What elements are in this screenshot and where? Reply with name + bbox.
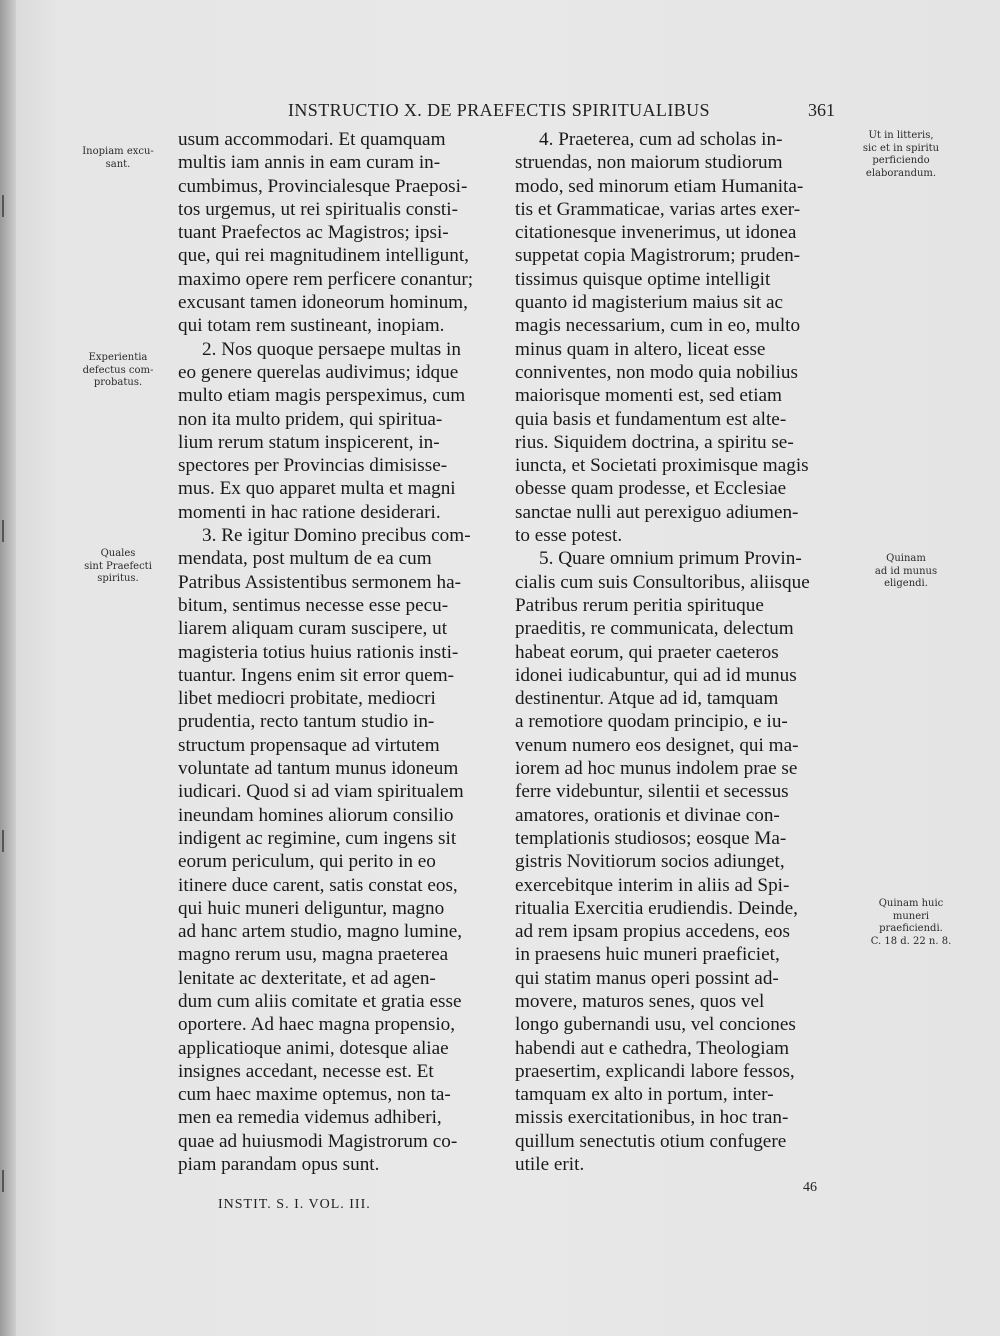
text-line: tuantur. Ingens enim sit error quem- bbox=[178, 664, 455, 686]
text-line: multo etiam magis perspeximus, cum bbox=[178, 385, 466, 407]
text-line: tissimus quisque optime intelligit bbox=[515, 268, 771, 290]
text-line: maiorisque momenti est, sed etiam bbox=[515, 385, 782, 407]
text-line: magno rerum usu, magna praeterea bbox=[178, 944, 449, 966]
text-line: conniventes, non modo quia nobilius bbox=[515, 361, 798, 383]
margin-note-left bbox=[66, 352, 170, 390]
text-line: struendas, non maiorum studiorum bbox=[515, 152, 783, 174]
text-line: obesse quam prodesse, et Ecclesiae bbox=[515, 478, 787, 500]
text-line: qui totam rem sustineant, inopiam. bbox=[178, 315, 445, 337]
text-line: ferre videbuntur, silentii et secessus bbox=[515, 781, 789, 803]
margin-note-right bbox=[848, 130, 954, 180]
text-line: quae ad huiusmodi Magistrorum co- bbox=[178, 1130, 458, 1152]
margin-note-right bbox=[852, 898, 970, 948]
margin-note-line: Experientia bbox=[88, 352, 148, 363]
text-line: 5. Quare omnium primum Provin- bbox=[539, 548, 802, 570]
margin-note-line: perficiendo bbox=[872, 155, 930, 166]
text-line: prudentia, recto tantum studio in- bbox=[178, 711, 435, 733]
text-line: quillum senectutis otium confugere bbox=[515, 1130, 787, 1152]
running-title: INSTRUCTIO X. DE PRAEFECTIS SPIRITUALIBUS bbox=[288, 100, 710, 120]
text-line: modo, sed minorum etiam Humanita- bbox=[515, 175, 804, 197]
text-line: liarem aliquam curam suscipere, ut bbox=[178, 618, 448, 640]
text-line: praeditis, re communicata, delectum bbox=[515, 618, 794, 640]
text-line: sanctae nulli aut perexiguo adiumen- bbox=[515, 501, 799, 523]
text-line: piam parandam opus sunt. bbox=[178, 1154, 380, 1176]
text-line: missis exercitationibus, in hoc tran- bbox=[515, 1107, 789, 1129]
text-line: 4. Praeterea, cum ad scholas in- bbox=[539, 129, 783, 150]
text-line: que, qui rei magnitudinem intelligunt, bbox=[178, 245, 469, 267]
margin-note-line: ad id munus bbox=[874, 565, 938, 577]
margin-note-line: muneri bbox=[892, 910, 930, 922]
margin-note-line: Quinam huic bbox=[878, 898, 944, 909]
text-line: tis et Grammaticae, varias artes exer- bbox=[515, 198, 801, 220]
text-line: men ea remedia videmus adhiberi, bbox=[178, 1107, 442, 1129]
text-line: momenti in hac ratione desiderari. bbox=[178, 501, 441, 523]
text-line: applicatioque animi, dotesque aliae bbox=[178, 1037, 449, 1059]
margin-note-left bbox=[66, 548, 170, 586]
text-line: insignes accedant, necesse est. Et bbox=[178, 1060, 434, 1082]
text-line: minus quam in altero, liceat esse bbox=[515, 338, 766, 360]
text-line: eorum periculum, qui perito in eo bbox=[178, 851, 436, 873]
text-line: habendi aut e cathedra, Theologiam bbox=[515, 1037, 790, 1059]
text-line: indigent ac regimine, cum ingens sit bbox=[178, 827, 457, 849]
text-line: iudicari. Quod si ad viam spiritualem bbox=[178, 781, 464, 803]
text-line: longo gubernandi usu, vel conciones bbox=[515, 1014, 796, 1036]
text-line: spectores per Provincias dimisisse- bbox=[178, 455, 448, 477]
text-line: qui statim manus operi possint ad- bbox=[515, 967, 779, 989]
text-line: quanto id magisterium maius sit ac bbox=[515, 292, 784, 314]
text-line: citationesque invenerimus, ut idonea bbox=[515, 222, 797, 244]
text-line: mus. Ex quo apparet multa et magni bbox=[178, 478, 456, 500]
text-line: ad rem ipsam propius accedens, eos bbox=[515, 921, 790, 943]
text-line: ritualia Exercitia erudiendis. Deinde, bbox=[515, 897, 798, 919]
text-line: itinere duce carent, satis constat eos, bbox=[178, 874, 458, 896]
text-line: eo genere querelas audivimus; idque bbox=[178, 361, 459, 383]
margin-note-line: Inopiam excu- bbox=[82, 146, 154, 157]
text-line: suppetat copia Magistrorum; pruden- bbox=[515, 245, 801, 267]
text-line: Patribus rerum peritia spirituque bbox=[515, 594, 764, 616]
text-line: usum accommodari. Et quamquam bbox=[178, 129, 446, 150]
text-line: magisteria totius huius rationis insti- bbox=[178, 641, 459, 663]
signature-mark: INSTIT. S. I. VOL. III. bbox=[218, 1197, 371, 1212]
text-line: tuant Praefectos ac Magistros; ipsi- bbox=[178, 222, 449, 244]
text-line: a remotiore quodam principio, e iu- bbox=[515, 711, 788, 733]
text-line: praesertim, explicandi labore fessos, bbox=[515, 1060, 795, 1082]
margin-note-line: elaborandum. bbox=[865, 167, 937, 179]
text-line: tamquam ex alto in portum, inter- bbox=[515, 1084, 774, 1106]
text-line: non ita multo pridem, qui spiritua- bbox=[178, 408, 443, 430]
margin-note-line: spiritus. bbox=[97, 573, 139, 584]
text-line: habeat eorum, qui praeter caeteros bbox=[515, 641, 779, 663]
margin-note-line: probatus. bbox=[93, 377, 143, 388]
text-line: excusant tamen idoneorum hominum, bbox=[178, 292, 468, 314]
text-line: cum haec maxime optemus, non ta- bbox=[178, 1084, 451, 1106]
margin-note-line: sant. bbox=[105, 158, 131, 170]
text-line: 3. Re igitur Domino precibus com- bbox=[202, 525, 471, 547]
text-line: venum numero eos designet, qui ma- bbox=[515, 734, 799, 756]
margin-note-line: Ut in litteris, bbox=[868, 130, 934, 141]
text-line: exercebitque interim in aliis ad Spi- bbox=[515, 874, 790, 896]
text-line: iuncta, et Societati proximisque magis bbox=[515, 455, 809, 477]
text-line: multis iam annis in eam curam in- bbox=[178, 152, 441, 174]
text-line: to esse potest. bbox=[515, 525, 623, 547]
text-line: maximo opere rem perficere conantur; bbox=[178, 268, 474, 290]
margin-note-left bbox=[62, 146, 174, 171]
text-line: voluntate ad tantum munus idoneum bbox=[178, 758, 459, 780]
text-line: lenitate ac dexteritate, et ad agen- bbox=[178, 967, 436, 989]
text-column-right bbox=[515, 128, 855, 1176]
text-line: magis necessarium, cum in eo, multo bbox=[515, 315, 801, 337]
text-line: rius. Siquidem doctrina, a spiritu se- bbox=[515, 431, 794, 453]
text-line: templationis studiosos; eosque Ma- bbox=[515, 827, 787, 849]
text-line: libet mediocri probitate, mediocri bbox=[178, 688, 436, 710]
margin-note-line: praeficiendi. bbox=[879, 923, 943, 934]
text-line: utile erit. bbox=[515, 1154, 585, 1176]
text-line: Patribus Assistentibus sermonem ha- bbox=[178, 571, 461, 593]
margin-note-line: sint Praefecti bbox=[84, 560, 152, 572]
text-line: ineundam homines aliorum consilio bbox=[178, 804, 454, 826]
margin-note-line: defectus com- bbox=[82, 364, 154, 376]
text-line: movere, maturos senes, quos vel bbox=[515, 990, 765, 1012]
text-line: oportere. Ad haec magna propensio, bbox=[178, 1014, 456, 1036]
text-line: destinentur. Atque ad id, tamquam bbox=[515, 688, 779, 710]
text-line: gistris Novitiorum socios adiunget, bbox=[515, 851, 785, 873]
text-line: iorem ad hoc munus indolem prae se bbox=[515, 758, 798, 780]
text-line: cumbimus, Provincialesque Praeposi- bbox=[178, 175, 468, 197]
text-line: qui huic muneri deliguntur, magno bbox=[178, 897, 445, 919]
text-line: mendata, post multum de ea cum bbox=[178, 548, 432, 570]
text-line: idonei iudicabuntur, qui ad id munus bbox=[515, 664, 797, 686]
text-line: quia basis et fundamentum est alte- bbox=[515, 408, 787, 430]
text-line: dum cum aliis comitate et gratia esse bbox=[178, 990, 462, 1012]
margin-note-line: sic et in spiritu bbox=[862, 142, 940, 154]
margin-note-line: C. 18 d. 22 n. 8. bbox=[870, 935, 952, 947]
text-line: cialis cum suis Consultoribus, aliisque bbox=[515, 571, 810, 593]
text-line: amatores, orationis et divinae con- bbox=[515, 804, 780, 826]
text-line: bitum, sentimus necesse esse pecu- bbox=[178, 594, 449, 616]
margin-note-line: Quales bbox=[100, 548, 136, 559]
text-line: in praesens huic muneri praeficiet, bbox=[515, 944, 780, 966]
text-line: tos urgemus, ut rei spiritualis consti- bbox=[178, 198, 458, 220]
margin-note-line: eligendi. bbox=[884, 578, 928, 589]
text-line: lium rerum statum inspicerent, in- bbox=[178, 431, 440, 453]
text-line: structum propensaque ad virtutem bbox=[178, 734, 440, 756]
text-column-left bbox=[178, 128, 518, 1176]
margin-note-line: Quinam bbox=[886, 553, 926, 564]
page-number: 361 bbox=[808, 100, 835, 120]
text-line: 2. Nos quoque persaepe multas in bbox=[202, 338, 461, 360]
margin-note-right bbox=[852, 553, 960, 591]
signature-number: 46 bbox=[803, 1180, 817, 1195]
text-line: ad hanc artem studio, magno lumine, bbox=[178, 921, 463, 943]
